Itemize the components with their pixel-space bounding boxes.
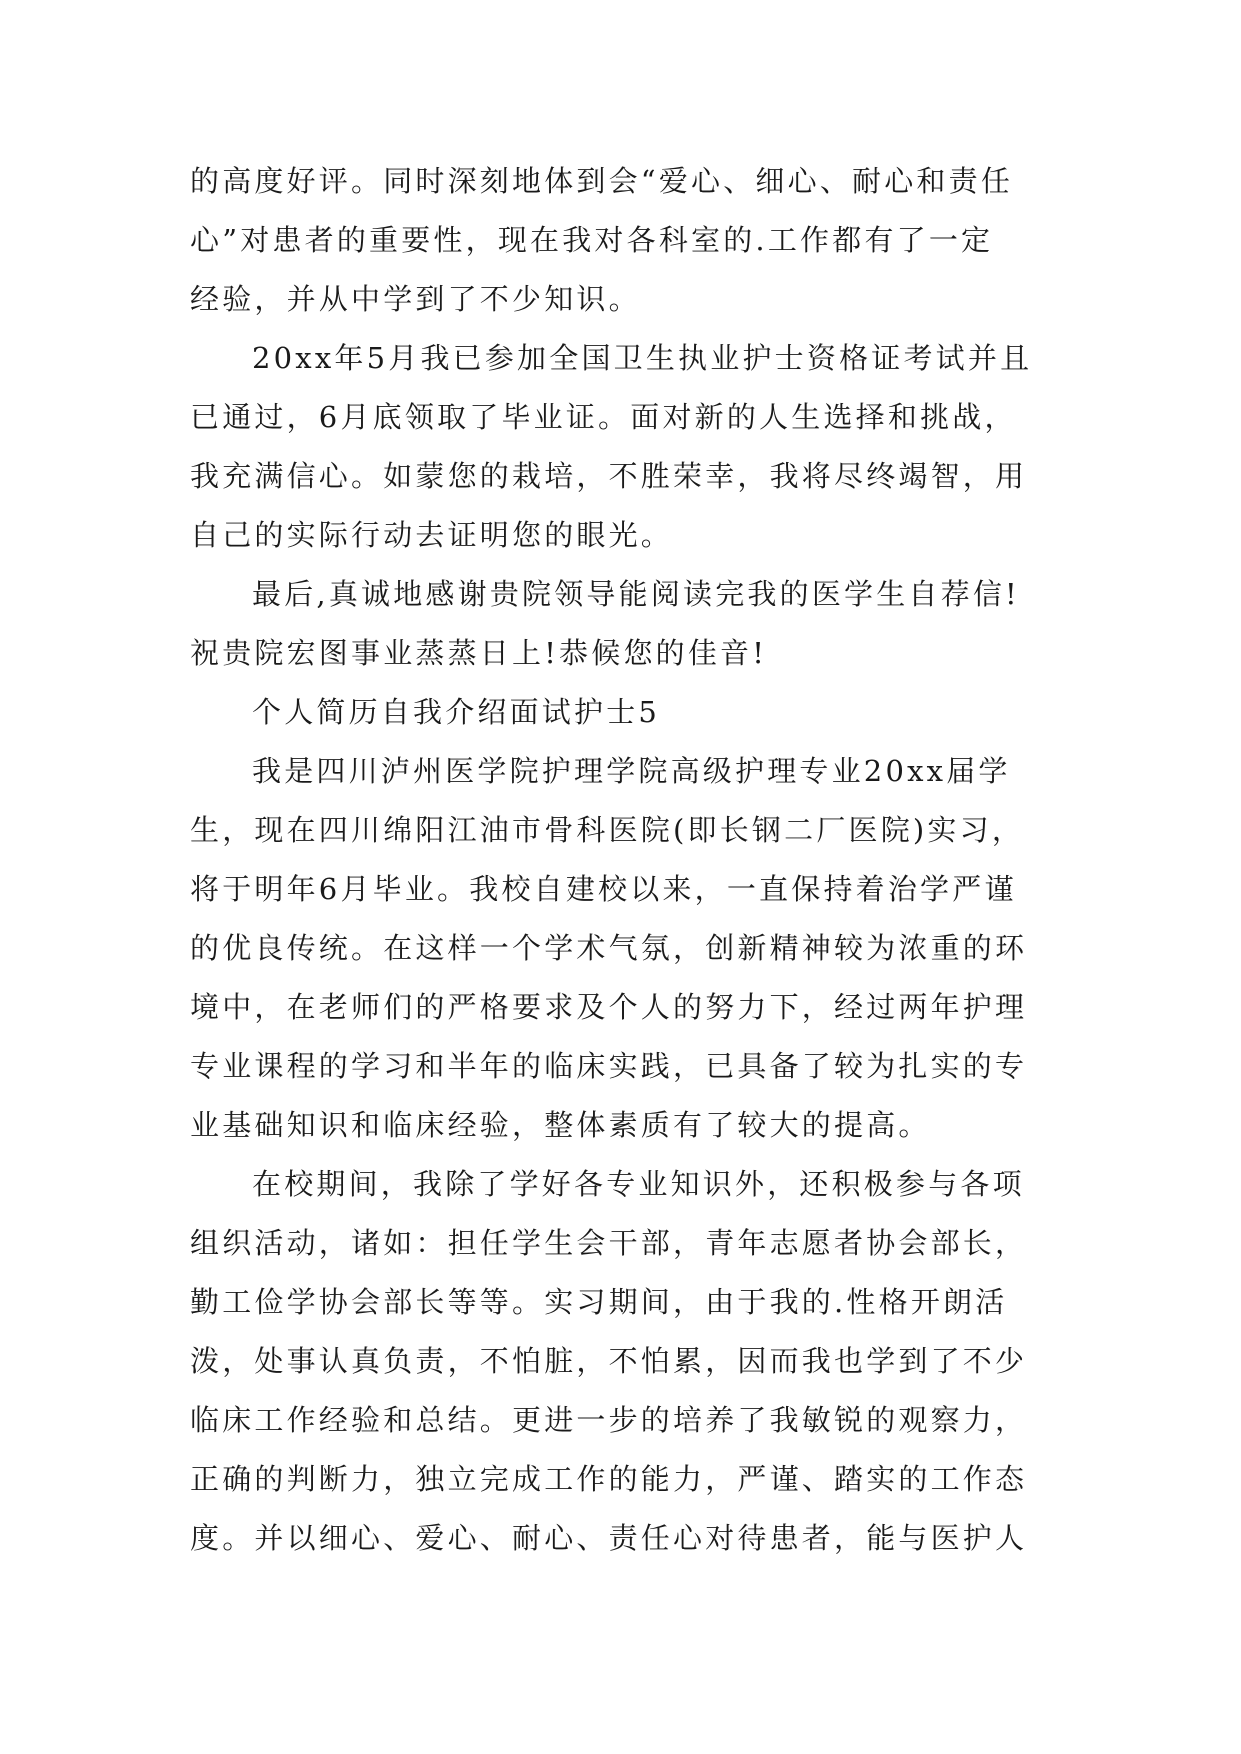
- text-line: 祝贵院宏图事业蒸蒸日上!恭候您的佳音!: [190, 636, 768, 670]
- text-line: 临床工作经验和总结。更进一步的培养了我敏锐的观察力，: [190, 1403, 1028, 1437]
- text-line: 组织活动，诸如：担任学生会干部，青年志愿者协会部长，: [190, 1226, 1028, 1260]
- text-line: 最后,真诚地感谢贵院领导能阅读完我的医学生自荐信!: [252, 577, 1020, 611]
- text-line: 20xx年5月我已参加全国卫生执业护士资格证考试并且: [252, 341, 1033, 375]
- text-line: 度。并以细心、爱心、耐心、责任心对待患者，能与医护人: [190, 1521, 1028, 1555]
- text-line: 我是四川泸州医学院护理学院高级护理专业20xx届学: [252, 754, 1011, 788]
- text-line: 的优良传统。在这样一个学术气氛，创新精神较为浓重的环: [190, 931, 1028, 965]
- text-line: 泼，处事认真负责，不怕脏，不怕累，因而我也学到了不少: [190, 1344, 1028, 1378]
- document-body: [190, 152, 1060, 1568]
- text-line: 的高度好评。同时深刻地体到会“爱心、细心、耐心和责任: [190, 164, 1014, 198]
- text-line: 在校期间，我除了学好各专业知识外，还积极参与各项: [252, 1167, 1025, 1201]
- text-line: 业基础知识和临床经验，整体素质有了较大的提高。: [190, 1108, 931, 1142]
- text-line: 勤工俭学协会部长等等。实习期间，由于我的.性格开朗活: [190, 1285, 1008, 1319]
- text-line: 正确的判断力，独立完成工作的能力，严谨、踏实的工作态: [190, 1462, 1028, 1496]
- section-heading: 个人简历自我介绍面试护士5: [252, 695, 661, 729]
- text-line: 境中，在老师们的严格要求及个人的努力下，经过两年护理: [190, 990, 1028, 1024]
- text-line: 经验，并从中学到了不少知识。: [190, 282, 641, 316]
- text-line: 专业课程的学习和半年的临床实践，已具备了较为扎实的专: [190, 1049, 1028, 1083]
- text-line: 已通过，6月底领取了毕业证。面对新的人生选择和挑战，: [190, 400, 1017, 434]
- text-line: 我充满信心。如蒙您的栽培，不胜荣幸，我将尽终竭智，用: [190, 459, 1028, 493]
- text-line: 心”对患者的重要性，现在我对各科室的.工作都有了一定: [190, 223, 994, 257]
- text-line: 将于明年6月毕业。我校自建校以来，一直保持着治学严谨: [190, 872, 1017, 906]
- text-line: 生，现在四川绵阳江油市骨科医院(即长钢二厂医院)实习，: [190, 813, 1025, 847]
- text-line: 自己的实际行动去证明您的眼光。: [190, 518, 674, 552]
